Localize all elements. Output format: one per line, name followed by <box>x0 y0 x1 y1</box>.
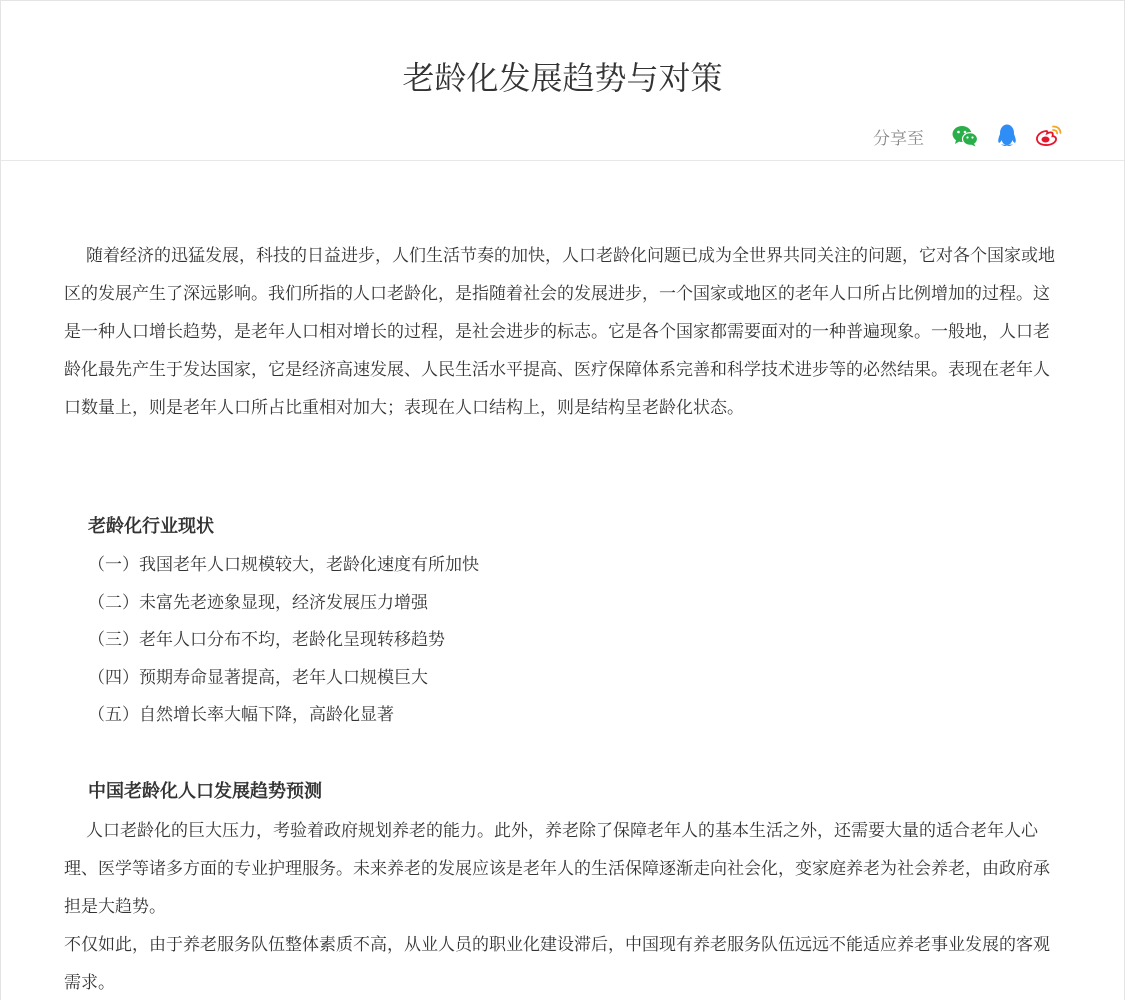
qq-icon[interactable] <box>992 123 1022 149</box>
section-heading: 中国老龄化人口发展趋势预测 <box>88 780 322 802</box>
trend-forecast-section <box>64 772 1064 1000</box>
list-item: （三）老年人口分布不均，老龄化呈现转移趋势 <box>88 630 445 650</box>
page-title: 老龄化发展趋势与对策 <box>402 59 723 97</box>
share-label: 分享至 <box>873 128 924 149</box>
wechat-icon[interactable] <box>950 123 980 149</box>
list-item: （一）我国老年人口规模较大，老龄化速度有所加快 <box>88 555 479 575</box>
article-body <box>64 237 1064 1000</box>
industry-status-section <box>64 507 1064 735</box>
list-item: （二）未富先老迹象显现，经济发展压力增强 <box>88 592 428 613</box>
body-paragraph: 人口老龄化的巨大压力，考验着政府规划养老的能力。此外，养老除了保障老年人的基本生活之外，还需要大量的适合老年人心理、医学等诸多方面的专业护理服务。未来养老的发展应该是老年人的生活保障逐渐走向社会化，变家庭养老为社会养老，由政府承担是大趋势。 <box>64 820 1050 917</box>
body-paragraph: 不仅如此，由于养老服务队伍整体素质不高，从业人员的职业化建设滞后，中国现有养老服务队伍远远不能适应养老事业发展的客观需求。 <box>64 934 1050 993</box>
intro-paragraph: 随着经济的迅猛发展，科技的日益进步，人们生活节奏的加快，人口老龄化问题已成为全世界共同关注的问题，它对各个国家或地区的发展产生了深远影响。我们所指的人口老龄化，是指随着社会的发展进步，一个国家或地区的老年人口所占比例增加的过程。这是一种人口增长趋势，是老年人口相对增长的过程，是社会进步的标志。它是各个国家都需要面对的一种普遍现象。一般地，人口老龄化最先产生于发达国家，它是经济高速发展、人民生活水平提高、医疗保障体系完善和科学技术进步等的必然结果。表现在老年人口数量上，则是老年人口所占比重相对加大；表现在人口结构上，则是结构呈老龄化状态。 <box>64 246 1055 418</box>
list-item: （五）自然增长率大幅下降，高龄化显著 <box>88 705 394 725</box>
weibo-icon[interactable] <box>1034 123 1064 149</box>
section-heading: 老龄化行业现状 <box>88 516 214 537</box>
share-bar <box>873 123 1064 149</box>
article-header <box>1 1 1124 161</box>
list-item: （四）预期寿命显著提高，老年人口规模巨大 <box>88 667 428 688</box>
